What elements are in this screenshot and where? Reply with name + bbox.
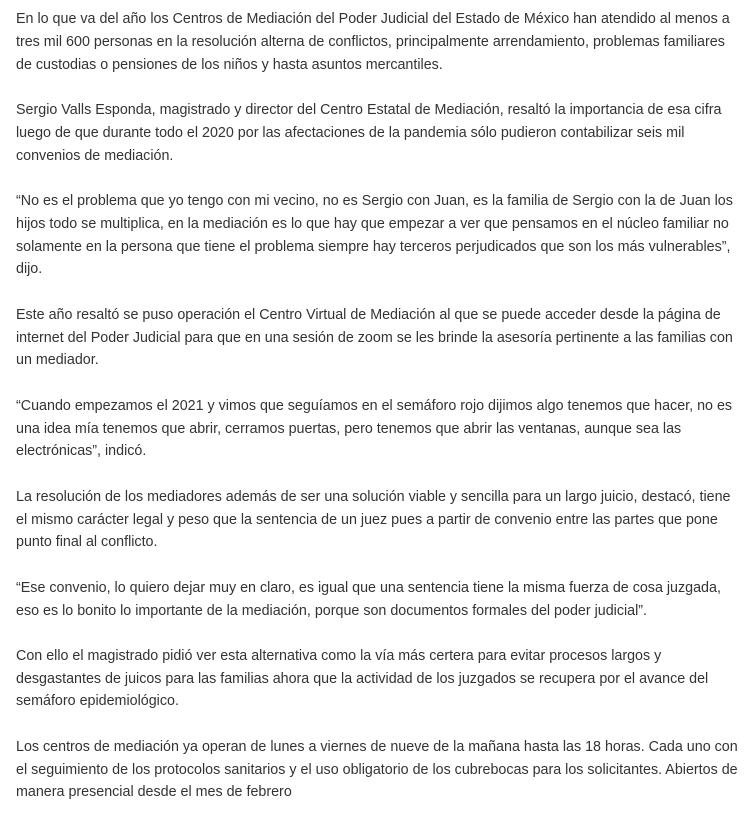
article-paragraph-6: La resolución de los mediadores además de ser una solución viable y sencilla para un largo juicio, destacó, tiene el mismo carácter legal y peso que la sentencia de un juez pues a partir de convenio entre las partes que pone punto final al conflicto.: [16, 488, 731, 551]
article-paragraph-8: Con ello el magistrado pidió ver esta alternativa como la vía más certera para evitar procesos largos y desgastantes de juicos para las familias ahora que la actividad de los juzgados se recupera por el avance del semáforo epidemiológico.: [16, 647, 709, 710]
article-paragraph-2: Sergio Valls Esponda, magistrado y director del Centro Estatal de Mediación, resaltó la importancia de esa cifra luego de que durante todo el 2020 por las afectaciones de la pandemia sólo pudieron contabilizar seis mil convenios de mediación.: [16, 101, 722, 164]
article-paragraph-1: En lo que va del año los Centros de Mediación del Poder Judicial del Estado de México han atendido al menos a tres mil 600 personas en la resolución alterna de conflictos, principalmente arrendamiento, problemas familiares de custodias o pensiones de los niños y hasta asuntos mercantiles.: [16, 11, 730, 73]
article-paragraph-7: “Ese convenio, lo quiero dejar muy en claro, es igual que una sentencia tiene la misma fuerza de cosa juzgada, eso es lo bonito lo importante de la mediación, porque son documentos formales del poder judicial”.: [16, 579, 721, 619]
article-body: [16, 8, 738, 804]
article-paragraph-4: Este año resaltó se puso operación el Centro Virtual de Mediación al que se puede acceder desde la página de internet del Poder Judicial para que en una sesión de zoom se les brinde la asesoría pertinente a las familias con un mediador.: [16, 306, 733, 369]
article-paragraph-9: Los centros de mediación ya operan de lunes a viernes de nueve de la mañana hasta las 18 horas. Cada uno con el seguimiento de los protocolos sanitarios y el uso obligatorio de los cubrebocas para los solicitantes. Abiertos de manera presencial desde el mes de febrero: [16, 738, 738, 801]
article-paragraph-3: “No es el problema que yo tengo con mi vecino, no es Sergio con Juan, es la familia de Sergio con la de Juan los hijos todo se multiplica, en la mediación es lo que hay que empezar a ver que pensamos en el núcleo familiar no solamente en la persona que tiene el problema siempre hay terceros perjudicados que son los más vulnerables”, dijo.: [16, 192, 733, 278]
article-paragraph-5: “Cuando empezamos el 2021 y vimos que seguíamos en el semáforo rojo dijimos algo tenemos que hacer, no es una idea mía tenemos que abrir, cerramos puertas, pero tenemos que abrir las ventanas, aunque sea las electrónicas”, indicó.: [16, 397, 733, 460]
